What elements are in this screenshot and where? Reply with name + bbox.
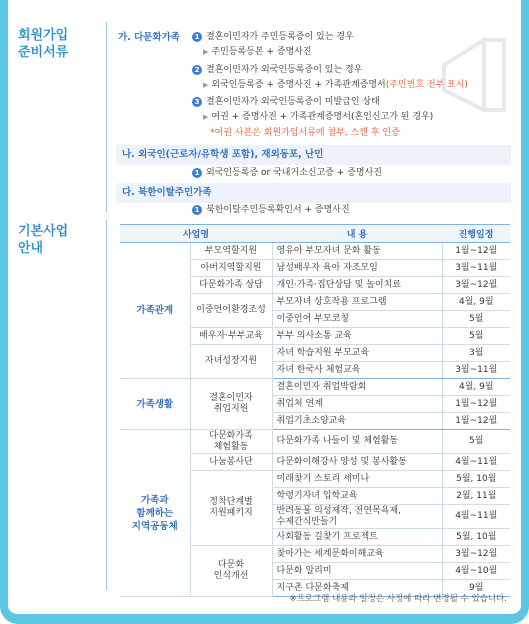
program-content: 반려동물 의성제작, 전연목욕제, 수제간식만들기 [272,505,442,529]
program-content: 찾아가는 세계문화이해교육 [272,546,442,563]
program-name: 결혼이민자 취업지원 [190,379,272,430]
program-schedule: 5월 [442,430,510,454]
section-divider [106,22,107,212]
program-content: 취업기초소양교육 [272,413,442,430]
table-header: 내 용 [272,225,442,243]
category-label: 다. 북한이탈주민가족 [116,183,511,203]
program-name: 배우자·부부교육 [190,328,272,345]
program-name: 다문화가족 상담 [190,277,272,294]
program-content: 결혼이민자 취업박람회 [272,379,442,396]
program-name: 다문화 인식개선 [190,546,272,597]
program-content: 취업처 연계 [272,396,442,413]
list-item-sub: ▶ 주민등록등본 + 증명사진 [203,47,312,57]
program-name: 다문화가족 체험활동 [190,430,272,454]
program-schedule: 5월 [442,328,510,345]
program-content: 다문화가족 나들이 및 체험활동 [272,430,442,454]
program-name: 이중언어환경조성 [190,294,272,328]
program-name: 나눔봉사단 [190,454,272,471]
program-content: 학령기자녀 입학교육 [272,488,442,505]
program-schedule: 3월~12월 [442,546,510,563]
program-schedule: 4월~11월 [442,505,510,529]
program-name: 아버지역할지원 [190,260,272,277]
category-label: 가. 다문화가족 [118,32,180,43]
list-item-sub: ▶ 외국인등록증 + 증명사진 + 가족관계증명서(주민번호 전부 표시) [203,80,469,90]
program-content: 부모자녀 상호작용 프로그램 [272,294,442,311]
program-schedule: 1월~12월 [442,396,510,413]
section-divider [106,220,107,590]
program-schedule: 1월~12월 [442,413,510,430]
program-name: 부모역할지원 [190,243,272,260]
program-name: 정착단계별 지원패키지 [190,471,272,546]
list-item: 1 북한이탈주민등록확인서 + 증명사진 [192,204,350,217]
program-schedule: 4월~10월 [442,563,510,580]
list-item-sub: ▶ 여권 + 증명사진 + 가족관계증명서(혼인신고가 된 경우) [203,112,434,122]
program-content: 영유아 부모자녀 문화 활동 [272,243,442,260]
program-schedule: 5월, 10월 [442,471,510,488]
list-item: 1 결혼이민자가 주민등록증이 있는 경우 [192,31,354,44]
program-schedule: 1월~12월 [442,243,510,260]
program-content: 사회활동 길찾기 프로젝트 [272,529,442,546]
program-schedule: 2월, 11월 [442,488,510,505]
table-header: 사업명 [120,225,272,243]
program-schedule: 4월, 9월 [442,294,510,311]
program-schedule: 3월~11월 [442,260,510,277]
megaphone-icon [439,30,509,125]
program-schedule: 3월 [442,345,510,362]
program-content: 다문화 알리미 [272,563,442,580]
list-item: 2 결혼이민자가 외국인등록증이 있는 경우 [192,64,362,77]
program-content: 남성배우자 육아 자조모임 [272,260,442,277]
program-content: 이중언어 부모코칭 [272,311,442,328]
program-schedule: 3월~12월 [442,277,510,294]
program-content: 부부 의사소통 교육 [272,328,442,345]
area-cell: 가족과 함께하는 지역공동체 [120,430,190,597]
table-header: 진행일정 [442,225,510,243]
program-content: 다문화이해강사 양성 및 봉사활동 [272,454,442,471]
program-content: 미래찾기 스토리 세미나 [272,471,442,488]
section-title-documents: 회원가입 준비서류 [18,28,69,60]
program-schedule: 9월 [442,580,510,597]
program-schedule: 4월~11월 [442,454,510,471]
category-label: 나. 외국인(근로자/유학생 포함), 재외동포, 난민 [116,145,511,165]
program-name: 자녀성장지원 [190,345,272,379]
area-cell: 가족관계 [120,243,190,379]
program-content: 자녀 학습지원 부모교육 [272,345,442,362]
program-schedule: 3월~11월 [442,362,510,379]
list-item: 3 결혼이민자가 외국인등록증이 미발급인 상태 [192,96,380,109]
list-item: 1 외국인등록증 or 국내거소신고증 + 증명사진 [192,167,382,180]
program-table [120,224,510,597]
notice-text: *여권 사본은 회원가입서류에 첨부, 스캔 후 인증 [210,128,400,138]
program-content: 개인·가족·집단상담 및 놀이치료 [272,277,442,294]
program-schedule: 5월 [442,311,510,328]
footnote: ※프로그램 내용과 일정은 사정에 따라 변경될 수 있습니다. [289,594,507,604]
area-cell: 가족생활 [120,379,190,430]
section-title-programs: 기본사업 안내 [18,224,69,256]
program-schedule: 5월, 10월 [442,529,510,546]
program-content: 자녀 한국사 체험교육 [272,362,442,379]
program-schedule: 4월, 9월 [442,379,510,396]
program-content: 지구촌 다문화축제 [272,580,442,597]
